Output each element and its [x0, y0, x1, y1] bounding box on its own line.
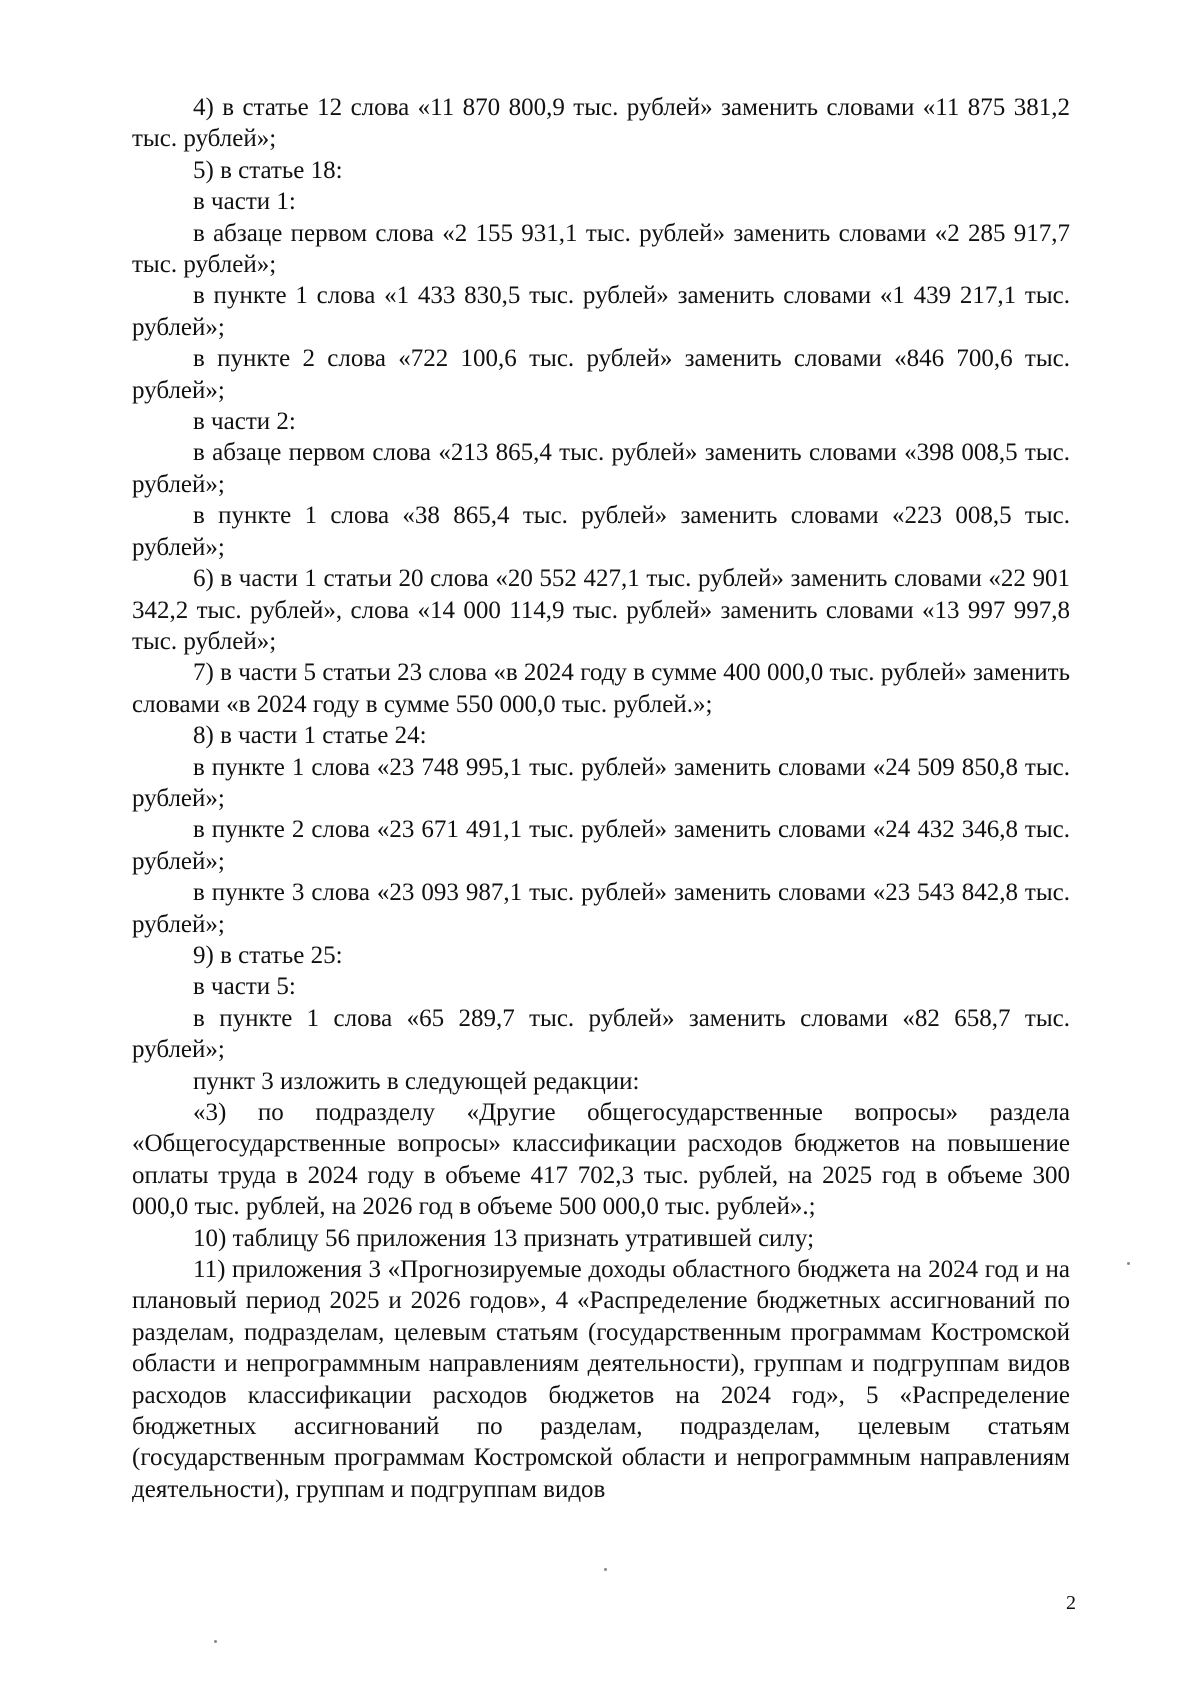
paragraph-text: в пункте 1 слова «65 289,7 тыс. рублей» заменить словами «82 658,7 тыс. рублей»; [132, 1004, 1070, 1064]
paragraph-text: в пункте 1 слова «1 433 830,5 тыс. рублей» заменить словами «1 439 217,1 тыс. рублей»; [132, 282, 1070, 341]
scan-speck [604, 1568, 607, 1571]
page-number: 2 [1066, 1592, 1076, 1614]
paragraph-part-5-heading: в части 5: [193, 973, 296, 1001]
paragraph-text: в пункте 1 слова «23 748 995,1 тыс. рублей» заменить словами «24 509 850,8 тыс. рублей»; [132, 753, 1070, 812]
paragraph-item-7: 7) в части 5 статьи 23 слова «в 2024 году в сумме 400 000,0 тыс. рублей» заменить словами «в 2024 году в сумме 550 000,0 тыс. рублей.»; [132, 659, 1070, 718]
paragraph-part-1-heading: в части 1: [193, 188, 296, 216]
paragraph-item-4: 4) в статье 12 слова «11 870 800,9 тыс. рублей» заменить словами «11 875 381,2 тыс. рублей»; [132, 94, 1070, 153]
paragraph-item-6: 6) в части 1 статьи 20 слова «20 552 427,1 тыс. рублей» заменить словами «22 901 342,2 тыс. рублей», слова «14 000 114,9 тыс. рублей» заменить словами «13 997 997,8 тыс. рублей»; [132, 565, 1070, 655]
paragraph-text: в пункте 1 слова «38 865,4 тыс. рублей» заменить словами «223 008,5 тыс. рублей»; [132, 502, 1070, 561]
paragraph-item-5-heading: 5) в статье 18: [193, 156, 343, 184]
paragraph-text: пункт 3 изложить в следующей редакции: [193, 1067, 640, 1095]
paragraph-text: в пункте 3 слова «23 093 987,1 тыс. рублей» заменить словами «23 543 842,8 тыс. рублей»; [132, 879, 1070, 938]
paragraph-text: в абзаце первом слова «213 865,4 тыс. рублей» заменить словами «398 008,5 тыс. рублей»; [132, 439, 1070, 498]
paragraph-quoted-text: «3) по подразделу «Другие общегосударственные вопросы» раздела «Общегосударственные вопросы» классификации расходов бюджетов на повышение оплаты труда в 2024 году в объеме 417 702,3 тыс. рублей, на 2025 год в объеме 300 000,0 тыс. рублей, на 2026 год в объеме 500 000,0 тыс. рублей».; [132, 1099, 1070, 1221]
paragraph-text: в пункте 2 слова «23 671 491,1 тыс. рублей» заменить словами «24 432 346,8 тыс. рублей»; [132, 816, 1070, 875]
scan-speck [214, 1640, 217, 1643]
paragraph-text: в пункте 2 слова «722 100,6 тыс. рублей» заменить словами «846 700,6 тыс. рублей»; [132, 345, 1070, 404]
scan-speck [1127, 1262, 1130, 1265]
document-body [132, 92, 1070, 1505]
paragraph-item-9-heading: 9) в статье 25: [193, 941, 343, 969]
paragraph-part-2-heading: в части 2: [193, 408, 296, 436]
paragraph-item-11: 11) приложения 3 «Прогнозируемые доходы областного бюджета на 2024 год и на плановый период 2025 и 2026 годов», 4 «Распределение бюджетных ассигнований по разделам, подразделам, целевым статьям (государственным программам Костромской области и непрограммным направлениям деятельности), группам и подгруппам видов расходов классификации расходов бюджетов на 2024 год», 5 «Распределение бюджетных ассигнований по разделам, подразделам, целевым статьям (государственным программам Костромской области и непрограммным направлениям деятельности), группам и подгруппам видов [132, 1256, 1070, 1503]
paragraph-item-8-heading: 8) в части 1 статье 24: [193, 722, 427, 750]
paragraph-text: в абзаце первом слова «2 155 931,1 тыс. рублей» заменить словами «2 285 917,7 тыс. рублей»; [132, 219, 1070, 279]
paragraph-item-10: 10) таблицу 56 приложения 13 признать утратившей силу; [193, 1224, 815, 1252]
